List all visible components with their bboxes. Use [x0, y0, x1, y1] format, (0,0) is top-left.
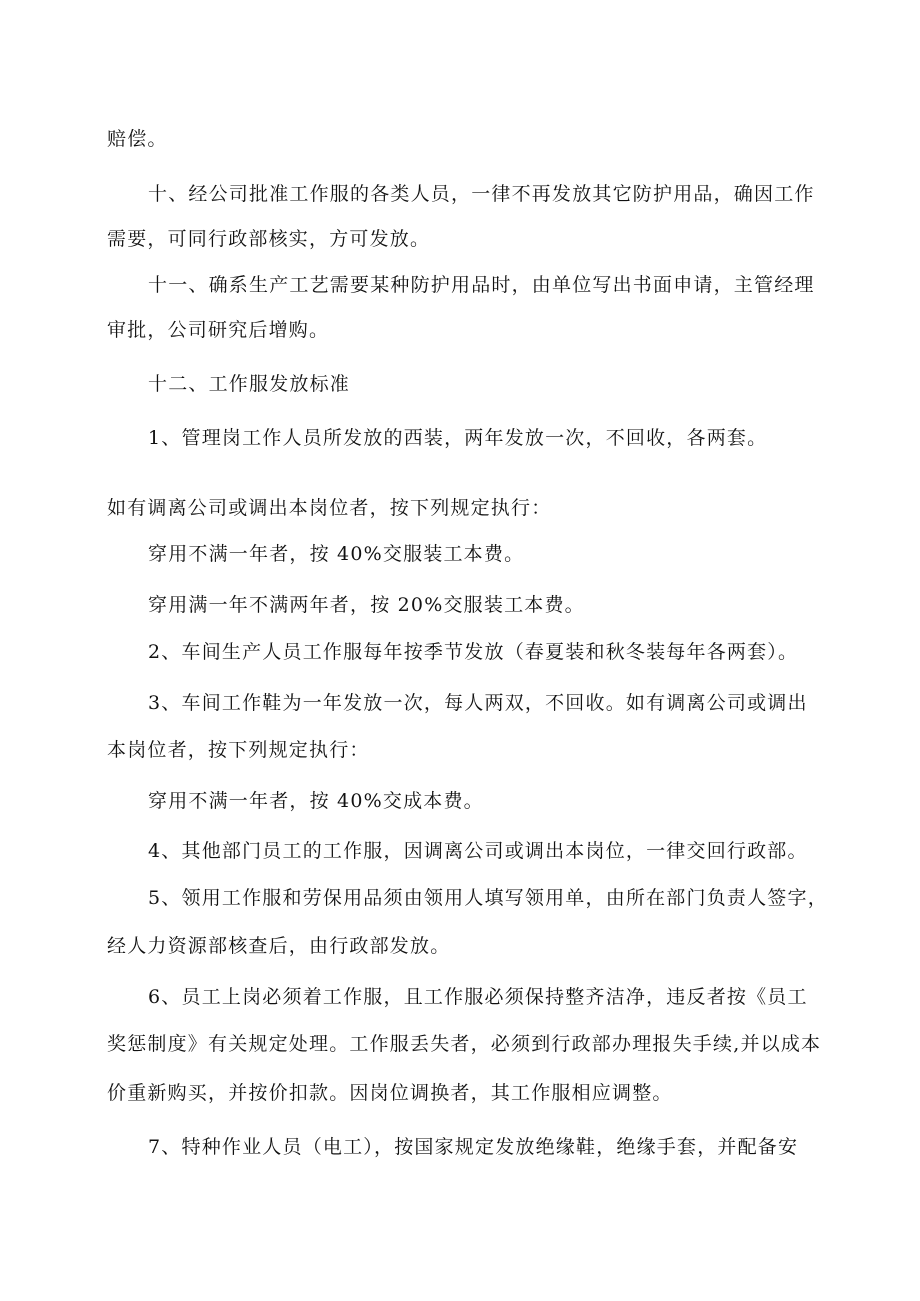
text-line: 穿用满一年不满两年者，按 20%交服装工本费。: [148, 594, 585, 616]
text-line: 需要，可同行政部核实，方可发放。: [107, 228, 431, 250]
text-line: 价重新购买，并按价扣款。因岗位调换者，其工作服相应调整。: [107, 1082, 673, 1104]
text-line: 经人力资源部核查后，由行政部发放。: [107, 935, 451, 957]
text-line: 2、车间生产人员工作服每年按季节发放（春夏装和秋冬装每年各两套）。: [148, 641, 799, 663]
text-line: 十、经公司批准工作服的各类人员，一律不再发放其它防护用品，确因工作: [148, 183, 815, 205]
text-line: 十一、确系生产工艺需要某种防护用品时，由单位写出书面申请，主管经理: [148, 274, 815, 296]
text-line: 4、其他部门员工的工作服，因调离公司或调出本岗位，一律交回行政部。: [148, 840, 808, 862]
text-line: 6、员工上岗必须着工作服，且工作服必须保持整齐洁净，违反者按《员工: [148, 986, 808, 1008]
text-line: 1、管理岗工作人员所发放的西装，两年发放一次，不回收，各两套。: [148, 427, 768, 449]
text-line: 如有调离公司或调出本岗位者，按下列规定执行：: [107, 497, 552, 519]
text-line: 7、特种作业人员（电工），按国家规定发放绝缘鞋，绝缘手套，并配备安: [148, 1136, 799, 1158]
text-line: 奖惩制度》有关规定处理。工作服丢失者，必须到行政部办理报失手续,并以成本: [107, 1033, 822, 1055]
text-line: 审批，公司研究后增购。: [107, 319, 330, 341]
text-line: 5、领用工作服和劳保用品须由领用人填写领用单，由所在部门负责人签字，: [148, 887, 828, 909]
text-line: 本岗位者，按下列规定执行：: [107, 739, 370, 761]
text-line: 赔偿。: [107, 128, 168, 150]
text-line: 十二、工作服发放标准: [148, 373, 351, 395]
text-line: 穿用不满一年者，按 40%交服装工本费。: [148, 543, 525, 565]
text-line: 穿用不满一年者，按 40%交成本费。: [148, 790, 484, 812]
text-line: 3、车间工作鞋为一年发放一次，每人两双，不回收。如有调离公司或调出: [148, 692, 808, 714]
